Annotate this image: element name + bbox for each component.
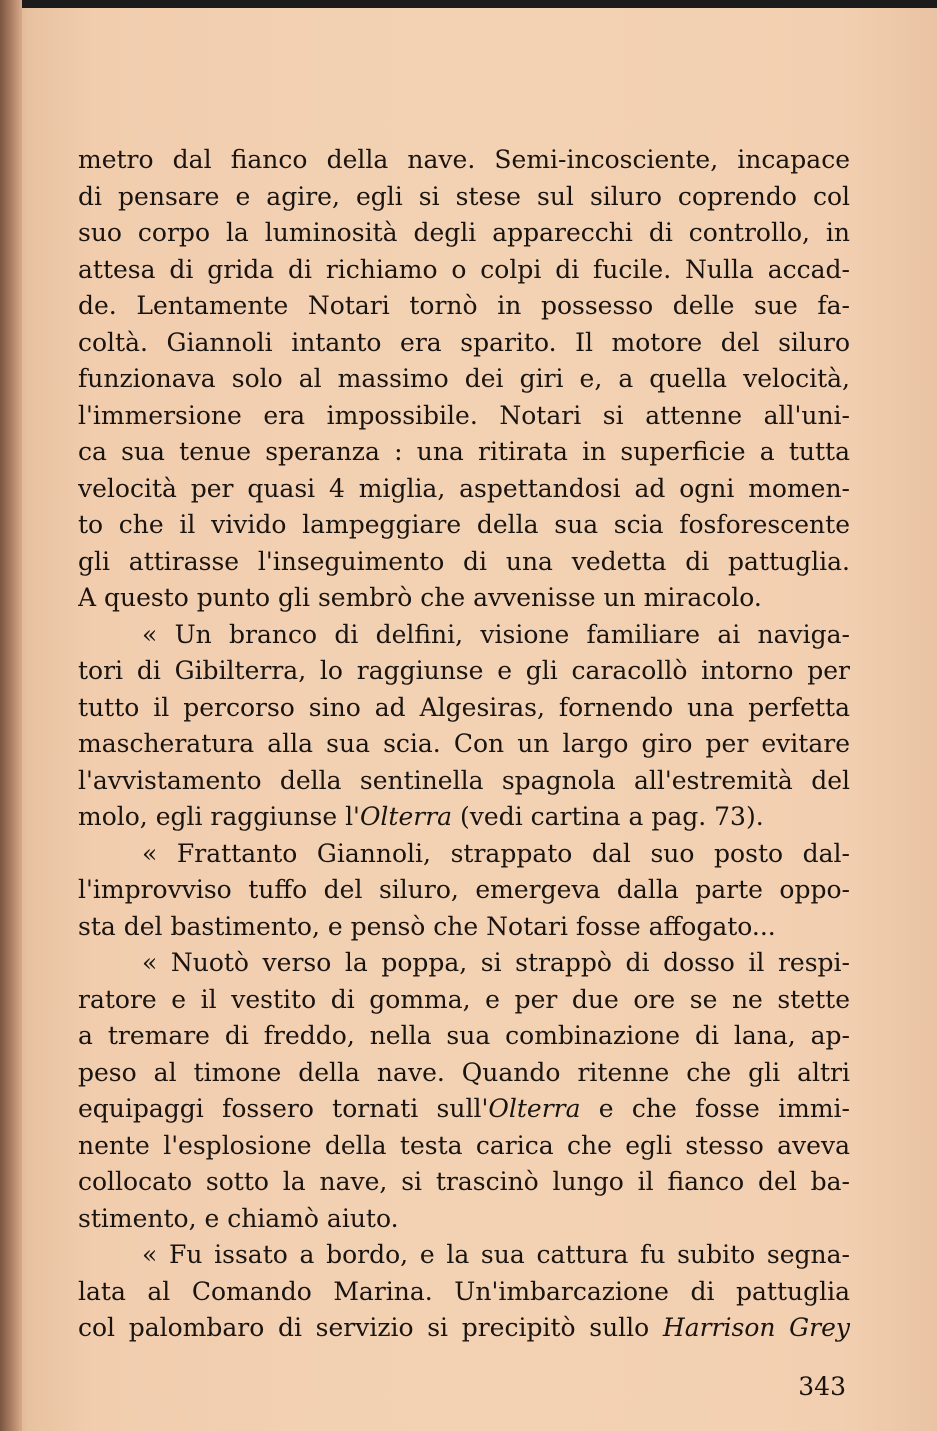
text-run: col palombaro di servizio si precipitò sullo: [78, 1313, 663, 1342]
text-line: stimento, e chiamò aiuto.: [78, 1203, 399, 1233]
text-line: lata al Comando Marina. Un'imbarcazione di pattuglia: [78, 1276, 850, 1306]
text-line: l'improvviso tuffo del siluro, emergeva dalla parte oppo-: [78, 875, 850, 904]
text-line: gli attirasse l'inseguimento di una vedetta di pattuglia.: [78, 546, 850, 576]
text-line: nente l'esplosione della testa carica che egli stesso aveva: [78, 1130, 850, 1160]
text-line: l'avvistamento della sentinella spagnola all'estremità del: [78, 765, 850, 795]
text-run: equipaggi fossero tornati sull': [78, 1094, 489, 1123]
text-line: mascheratura alla sua scia. Con un largo giro per evitare: [78, 729, 850, 758]
text-run: e che fosse immi-: [580, 1094, 850, 1123]
page-top-edge: [0, 0, 937, 8]
text-line: funzionava solo al massimo dei giri e, a quella velocità,: [78, 364, 850, 393]
text-line: A questo punto gli sembrò che avvenisse un miracolo.: [78, 583, 762, 612]
text-line: ca sua tenue speranza : una ritirata in superficie a tutta: [78, 437, 850, 466]
text-line: di pensare e agire, egli si stese sul siluro coprendo col: [78, 181, 850, 211]
page-number: 343: [798, 1372, 846, 1401]
text-line: sta del bastimento, e pensò che Notari fosse affogato...: [78, 911, 776, 941]
text-line: coltà. Giannoli intanto era sparito. Il motore del siluro: [78, 327, 850, 357]
text-line: peso al timone della nave. Quando ritenne che gli altri: [78, 1057, 850, 1087]
text-run: molo, egli raggiunse l': [78, 802, 360, 831]
text-line: velocità per quasi 4 miglia, aspettandosi ad ogni momen-: [78, 473, 850, 503]
text-line: [78, 1091, 850, 1128]
text-line: collocato sotto la nave, si trascinò lungo il fianco del ba-: [78, 1167, 850, 1196]
text-line: a tremare di freddo, nella sua combinazione di lana, ap-: [78, 1021, 850, 1050]
text-line: to che il vivido lampeggiare della sua scia fosforescente: [78, 510, 850, 539]
text-line: ratore e il vestito di gomma, e per due ore se ne stette: [78, 984, 850, 1014]
text-line: tutto il percorso sino ad Algesiras, fornendo una perfetta: [78, 692, 850, 722]
text-line: « Nuotò verso la poppa, si strappò di dosso il respi-: [142, 948, 850, 977]
text-line: attesa di grida di richiamo o colpi di fucile. Nulla accad-: [78, 254, 850, 284]
book-spine-shadow: [0, 0, 22, 1431]
ship-name-harrison-grey: Harrison Grey: [662, 1313, 850, 1342]
text-line: « Fu issato a bordo, e la sua cattura fu subito segna-: [142, 1240, 850, 1269]
ship-name-olterra: Olterra: [488, 1094, 581, 1123]
text-line: tori di Gibilterra, lo raggiunse e gli caracollò intorno per: [78, 656, 850, 685]
text-line: « Un branco di delfini, visione familiare ai naviga-: [142, 619, 850, 649]
text-line: « Frattanto Giannoli, strappato dal suo posto dal-: [142, 838, 850, 868]
text-line: metro dal fianco della nave. Semi-incosciente, incapace: [78, 145, 850, 174]
text-line: de. Lentamente Notari tornò in possesso delle sue fa-: [78, 291, 850, 320]
text-line: l'immersione era impossibile. Notari si attenne all'uni-: [78, 400, 850, 430]
text-run: (vedi cartina a pag. 73).: [452, 802, 764, 831]
text-line: [78, 1310, 850, 1347]
text-line: suo corpo la luminosità degli apparecchi di controllo, in: [78, 218, 850, 247]
ship-name-olterra: Olterra: [359, 802, 453, 831]
page-body-text: [78, 142, 850, 1347]
text-line: [78, 799, 850, 836]
